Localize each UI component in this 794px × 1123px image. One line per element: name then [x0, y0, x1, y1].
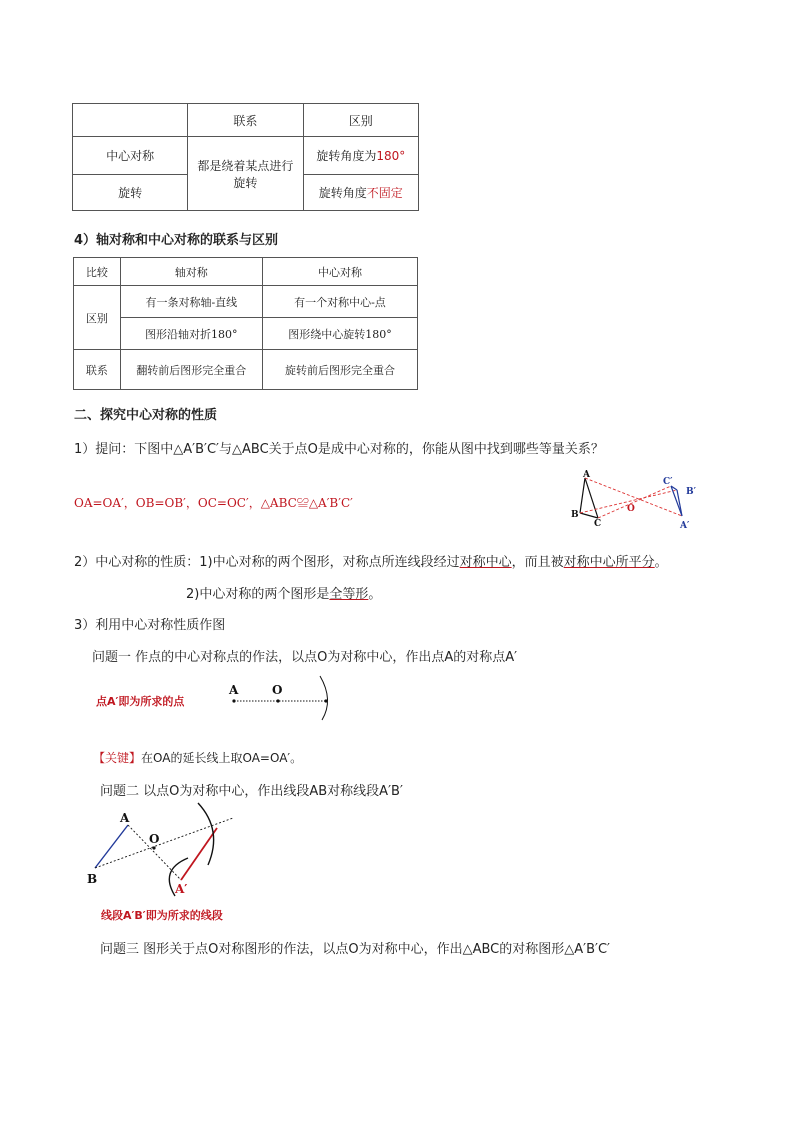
property-1: 2）中心对称的性质：1)中心对称的两个图形，对称点所连线段经过对称中心，而且被对称中心所平分。 [74, 555, 668, 570]
fig2-point-o [276, 699, 279, 702]
table2-link-axis: 翻转前后图形完全重合 [120, 350, 262, 390]
fig3-label-a: A [120, 811, 130, 825]
axis-vs-center-table [73, 257, 418, 390]
fig3-label-b: B [87, 872, 98, 886]
section-4-title: 4）轴对称和中心对称的联系与区别 [74, 233, 279, 248]
table2-link-center: 旋转前后图形完全重合 [262, 350, 417, 390]
table2-diff-label: 区别 [74, 286, 121, 350]
fig1-label-a-prime: A′ [680, 521, 690, 531]
table1-link-cell: 都是绕着某点进行旋转 [188, 137, 303, 211]
fig3-label-o: O [149, 832, 160, 846]
table2-header-axis: 轴对称 [120, 258, 262, 286]
fig1-label-c-prime: C′ [663, 477, 673, 487]
table2-diff2-center: 图形绕中心旋转180° [262, 318, 417, 350]
property-2: 2)中心对称的两个图形是全等形。 [186, 587, 382, 602]
fig1-label-b-prime: B′ [686, 487, 696, 497]
problem-2: 问题二 以点O为对称中心，作出线段AB对称线段A′B′ [100, 784, 403, 799]
table1-header-diff: 区别 [303, 104, 418, 137]
fig2-label-a: A [229, 683, 239, 697]
fig1-label-o: O [627, 504, 635, 514]
section-2-title: 二、探究中心对称的性质 [74, 408, 218, 423]
fig2-point-a [232, 699, 235, 702]
problem-2-figure-caption: 线段A′B′即为所求的线段 [101, 909, 223, 922]
fig3-arc-b [198, 803, 214, 865]
table2-diff1-center: 有一个对称中心-点 [262, 286, 417, 318]
fig3-label-a-prime: A′ [175, 882, 188, 896]
fig2-label-o: O [272, 683, 283, 697]
table2-diff2-axis: 图形沿轴对折180° [120, 318, 262, 350]
question-3: 3）利用中心对称性质作图 [74, 618, 226, 633]
fig1-label-b: B [571, 510, 579, 520]
problem-1-figure-caption: 点A′即为所求的点 [96, 695, 185, 708]
table1-row1-diff: 旋转角度为180° [303, 137, 418, 175]
key-note: 【关键】在OA的延长线上取OA=OA′。 [93, 751, 303, 765]
triangle-a2b2c2 [671, 486, 682, 516]
table1-empty-header [73, 104, 188, 137]
fig1-label-c: C [594, 519, 602, 529]
table2-diff1-axis: 有一条对称轴-直线 [120, 286, 262, 318]
fig3-line-bo [95, 818, 233, 868]
center-symmetry-triangles-figure [565, 468, 710, 540]
problem-3: 问题三 图形关于点O对称图形的作法，以点O为对称中心，作出△ABC的对称图形△A′B′C′ [100, 942, 610, 957]
point-symmetry-figure [222, 672, 337, 722]
question-1-answer: OA=OA′，OB=OB′，OC=OC′，△ABC≌△A′B′C′ [74, 496, 353, 510]
table1-row-rotation: 旋转 [73, 175, 188, 211]
fig2-compass-arc [320, 676, 328, 720]
problem-1: 问题一 作点的中心对称点的作法，以点O为对称中心，作出点A的对称点A′ [92, 650, 518, 665]
question-1: 1）提问：下图中△A′B′C′与△ABC关于点O是成中心对称的，你能从图中找到哪些等量关系？ [74, 442, 604, 457]
fig3-point-o [152, 846, 155, 849]
table2-link-label: 联系 [74, 350, 121, 390]
table1-row2-diff: 旋转角度不固定 [303, 175, 418, 211]
fig1-label-a: A [583, 470, 590, 480]
table1-header-link: 联系 [188, 104, 303, 137]
segment-symmetry-figure [85, 800, 245, 902]
table2-header-center: 中心对称 [262, 258, 417, 286]
table2-header-compare: 比较 [74, 258, 121, 286]
table1-row-center-symmetry: 中心对称 [73, 137, 188, 175]
rotation-comparison-table [72, 103, 419, 211]
